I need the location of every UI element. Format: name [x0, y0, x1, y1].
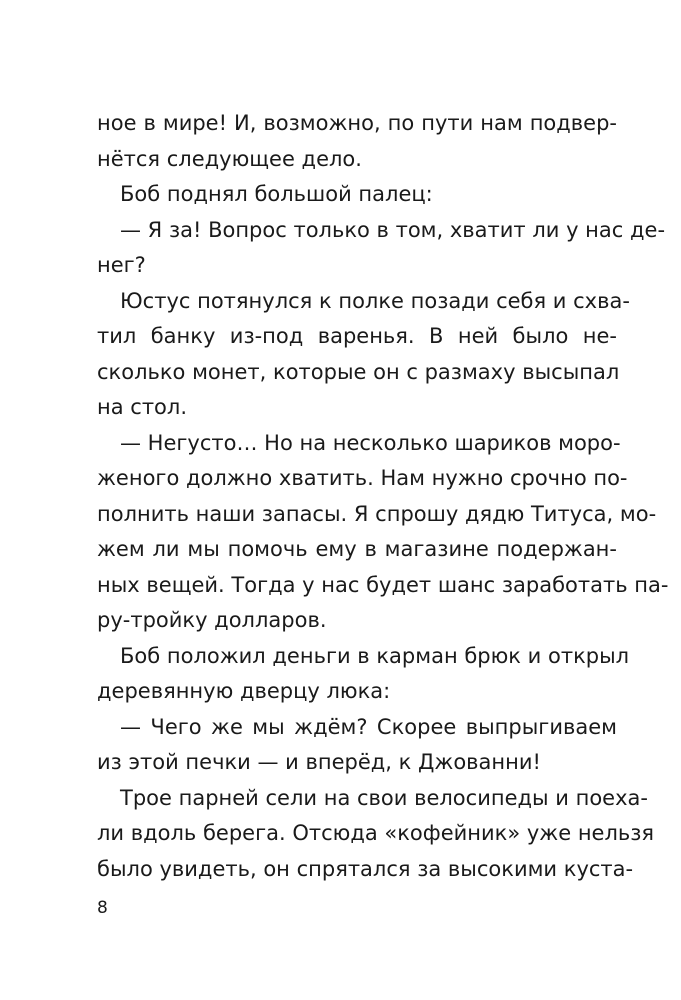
body-text: [97, 106, 669, 887]
text-line: — Я за! Вопрос только в том, хватит ли у нас де-: [120, 217, 666, 242]
text-line: ру-тройку долларов.: [97, 608, 327, 632]
text-line: сколько монет, которые он с размаху высыпал: [97, 359, 620, 384]
text-line: было увидеть, он спрятался за высокими куста-: [97, 856, 634, 881]
text-line: — Негусто… Но на несколько шариков моро-: [120, 430, 621, 455]
text-line: ли вдоль берега. Отсюда «кофейник» уже нельзя: [97, 821, 655, 845]
text-line: — Чего же мы ждём? Скорее выпрыгиваем: [120, 714, 617, 739]
text-line: из этой печки — и вперёд, к Джованни!: [97, 750, 541, 774]
text-line: нег?: [97, 253, 146, 277]
text-line: Боб поднял большой палец:: [120, 182, 433, 206]
text-line: Юстус потянулся к полке позади себя и схва-: [120, 288, 630, 313]
text-line: женого должно хватить. Нам нужно срочно по-: [97, 466, 628, 490]
text-line: ное в мире! И, возможно, по пути нам подвер-: [97, 111, 617, 135]
text-line: ных вещей. Тогда у нас будет шанс заработать па-: [97, 572, 669, 597]
page-number: 8: [97, 898, 108, 918]
text-line: полнить наши запасы. Я спрошу дядю Титуса, мо-: [97, 501, 657, 526]
text-line: Трое парней сели на свои велосипеды и поеха-: [120, 785, 648, 810]
text-line: деревянную дверцу люка:: [97, 679, 391, 703]
text-line: нётся следующее дело.: [97, 146, 362, 171]
text-line: на стол.: [97, 395, 187, 419]
text-line: Боб положил деньги в карман брюк и открыл: [120, 643, 630, 668]
text-line: тил банку из-под варенья. В ней было не-: [97, 324, 617, 348]
text-line: жем ли мы помочь ему в магазине подержан-: [97, 537, 617, 561]
